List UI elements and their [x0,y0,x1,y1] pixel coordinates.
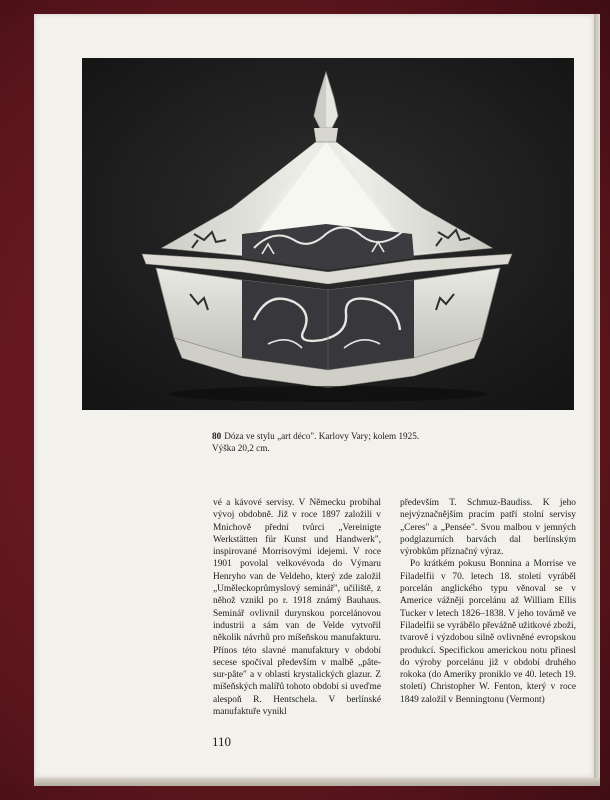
figure-photo [82,58,574,410]
art-deco-box-illustration [82,58,574,410]
page-stack-bottom [34,778,600,786]
paragraph: vé a kávové servisy. V Německu probíhal vývoj obdobně. Již v roce 1897 založili v Mnichově přední tvůrci „Vereinigte Werkstätten für Kunst und Handwerk", inspirované Morrisovými idejemi. V roce 1901 povolal velkovévoda do Výmaru Henryho van de Veldeho, který zde založil „Uměleckoprůmyslový seminář", učiliště, z něhož vznikl po r. 1918 známý Bauhaus. Seminář ovlivnil durynskou porcelánovou industrii a sám van de Velde vytvořil několik návrhů pro míšeňskou manufakturu. Přínos této slavné manufaktury v období secese spočíval především v malbě „pâte-sur-pâte" a v oblasti krystalických glazur. Z míšeňských malířů tohoto období si uveďme alespoň R. Hentschela. V berlínské manufaktuře vynikl [213,498,381,718]
figure-number: 80 [212,431,222,441]
caption-line-2: Výška 20,2 cm. [212,443,270,453]
caption-text: Dóza ve stylu „art déco". Karlovy Vary; kolem 1925. [224,431,420,441]
text-column-left [213,497,381,718]
caption-line-1 [212,430,532,442]
figure-caption [212,430,532,454]
paragraph: především T. Schmuz-Baudiss. K jeho nejvýznačnějším pracím patří stolní servisy „Ceres" a „Pensée". Svou malbou v jemných podglazurních barvách dal berlínským výrobkům příznačný výraz. [400,498,576,558]
paragraph: Po krátkém pokusu Bonnina a Morrise ve Filadelfii v 70. letech 18. století vyráběl porcelán anglického typu věnoval se v Americe vážněji porcelánu až William Ellis Tucker v letech 1826–1838. V jeho továrně ve Filadelfii se vyrábělo převážně užitkové zboží, tvarově i výzdobou silně ovlivněné evropskou produkcí. Specifickou americkou notu přinesl do výroby porcelánu již v období druhého rokoka (do Ameriky proniklo ve 40. letech 19. století) Christopher W. Fenton, který v roce 1849 založil v Benningtonu (Vermont) [400,559,576,705]
page-number: 110 [212,734,232,749]
text-column-right [400,497,576,706]
